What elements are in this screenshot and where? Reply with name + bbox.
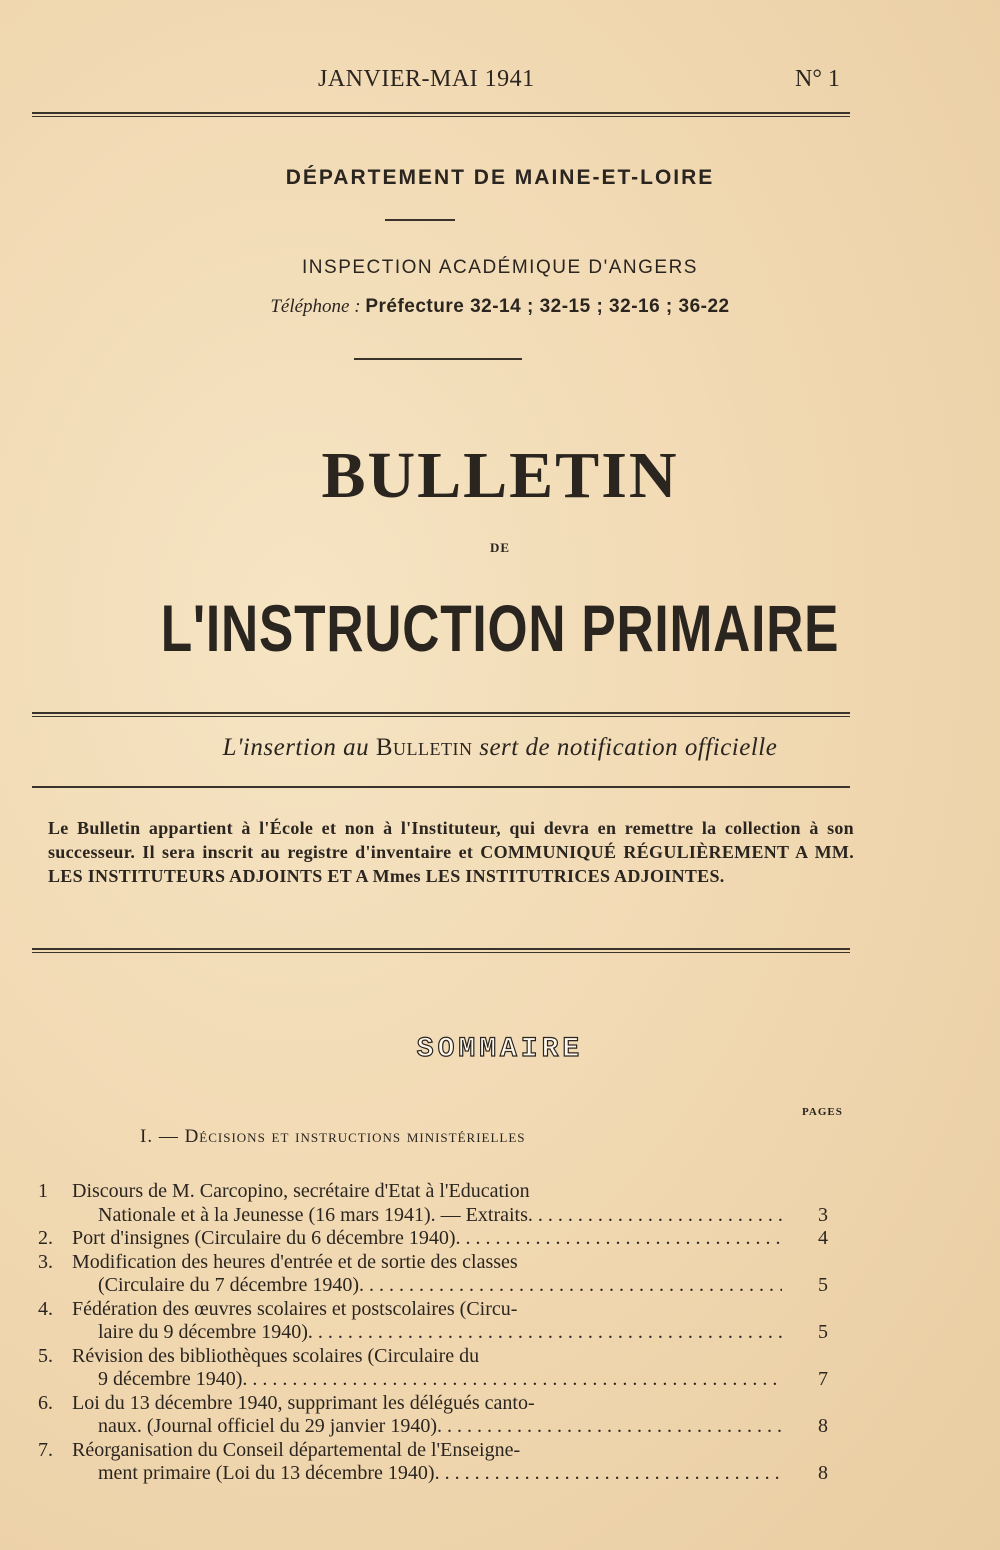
- department-heading: DÉPARTEMENT DE MAINE-ET-LOIRE: [285, 166, 715, 189]
- toc-item-text: (Circulaire du 7 décembre 1940): [98, 1274, 360, 1296]
- short-divider: [385, 219, 455, 221]
- notification-part2: sert de notification officielle: [479, 734, 778, 761]
- toc-item-page: 4: [818, 1227, 828, 1249]
- toc-item-text: Loi du 13 décembre 1940, supprimant les délégués canto-: [72, 1391, 535, 1414]
- toc-item: [38, 1180, 838, 1227]
- short-divider: [354, 358, 522, 360]
- toc-item-number: 5.: [38, 1344, 53, 1367]
- toc-item: [38, 1298, 838, 1345]
- telephone-numbers: Préfecture 32-14 ; 32-15 ; 32-16 ; 36-22: [365, 296, 730, 317]
- telephone-label: Téléphone :: [270, 296, 361, 317]
- table-of-contents: [38, 1180, 838, 1486]
- telephone-line: [0, 296, 1000, 318]
- title-divider: [32, 712, 850, 717]
- toc-item-page: 3: [818, 1203, 828, 1226]
- toc-item: [38, 1439, 838, 1486]
- notice-divider: [32, 948, 850, 953]
- section-heading: I. — Décisions et instructions ministérielles: [140, 1126, 526, 1147]
- toc-item-text: Port d'insignes (Circulaire du 6 décembre 1940): [72, 1227, 456, 1249]
- toc-item-text: ment primaire (Loi du 13 décembre 1940): [98, 1462, 435, 1484]
- sommaire-title: SOMMAIRE: [416, 1034, 584, 1065]
- toc-item-page: 8: [818, 1462, 828, 1484]
- toc-item-text: 9 décembre 1940): [98, 1368, 243, 1390]
- toc-item-text: Réorganisation du Conseil départemental de l'Enseigne-: [72, 1438, 521, 1461]
- title-connector: DE: [489, 540, 511, 555]
- inspection-heading: INSPECTION ACADÉMIQUE D'ANGERS: [302, 257, 698, 278]
- issue-date: JANVIER-MAI 1941: [318, 66, 535, 92]
- toc-item-number: 6.: [38, 1391, 53, 1414]
- toc-item-page: 8: [818, 1415, 828, 1437]
- toc-item-number: 3.: [38, 1250, 53, 1273]
- toc-item-text: laire du 9 décembre 1940): [98, 1321, 308, 1343]
- toc-item-page: 5: [818, 1274, 828, 1296]
- toc-item-number: 4.: [38, 1297, 53, 1320]
- toc-item-text: Révision des bibliothèques scolaires (Circulaire du: [72, 1344, 480, 1367]
- notification-bulletin: Bulletin: [375, 734, 473, 761]
- toc-item-text: Fédération des œuvres scolaires et postscolaires (Circu-: [72, 1297, 518, 1320]
- toc-item-number: 2.: [38, 1227, 53, 1249]
- notification-line: [0, 734, 1000, 762]
- header-divider: [32, 112, 850, 117]
- toc-item-page: 7: [818, 1368, 828, 1390]
- pages-column-label: PAGES: [802, 1106, 843, 1118]
- notification-part1: L'insertion au: [222, 734, 370, 761]
- toc-item-number: 1: [38, 1180, 48, 1202]
- toc-item-text: Nationale et à la Jeunesse (16 mars 1941). — Extraits: [98, 1203, 528, 1226]
- toc-item: [38, 1345, 838, 1392]
- toc-item: [38, 1251, 838, 1298]
- toc-item-text: Modification des heures d'entrée et de sortie des classes: [72, 1250, 518, 1273]
- bulletin-subtitle: L'INSTRUCTION PRIMAIRE: [160, 591, 840, 665]
- toc-item-text: Discours de M. Carcopino, secrétaire d'Etat à l'Education: [72, 1180, 530, 1202]
- toc-item-page: 5: [818, 1321, 828, 1343]
- toc-item-text: naux. (Journal officiel du 29 janvier 1940): [98, 1415, 437, 1437]
- issue-number: N° 1: [795, 66, 840, 92]
- toc-item: [38, 1392, 838, 1439]
- toc-item-number: 7.: [38, 1438, 53, 1461]
- ownership-notice: Le Bulletin appartient à l'École et non à l'Instituteur, qui devra en remettre la collection à son successeur. Il sera inscrit au registre d'inventaire et COMMUNIQUÉ RÉGULIÈREMENT A MM. LES INSTITUTEURS ADJOINTS ET A Mmes LES INSTITUTRICES ADJOINTES.: [48, 818, 854, 886]
- bulletin-title: BULLETIN: [321, 439, 679, 512]
- notification-divider: [32, 786, 850, 788]
- toc-item: [38, 1227, 838, 1251]
